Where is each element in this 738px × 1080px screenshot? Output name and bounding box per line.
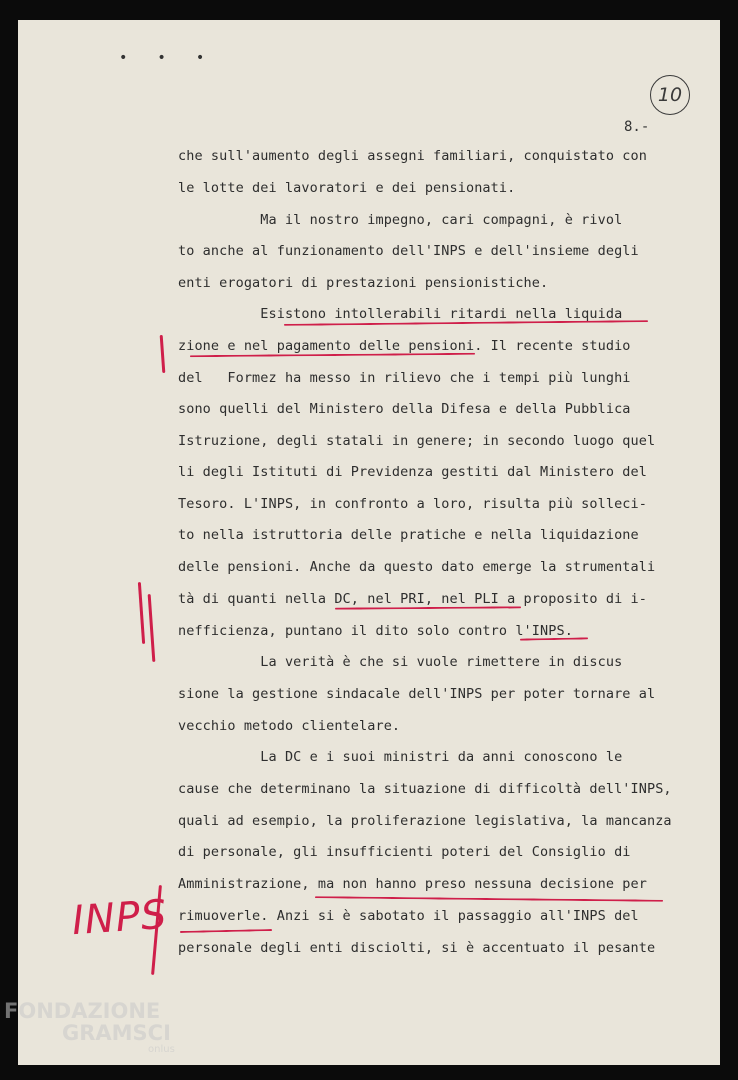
text-line: tà di quanti nella DC, nel PRI, nel PLI a proposito di i- <box>178 591 647 607</box>
text-line: li degli Istituti di Previdenza gestiti dal Ministero del <box>178 464 647 480</box>
text-line: del Formez ha messo in rilievo che i tempi più lunghi <box>178 370 631 386</box>
text-line: cause che determinano la situazione di difficoltà dell'INPS, <box>178 781 672 797</box>
text-line: La verità è che si vuole rimettere in discus <box>178 654 623 670</box>
text-line: to anche al funzionamento dell'INPS e dell'insieme degli <box>178 243 639 259</box>
text-line: di personale, gli insufficienti poteri del Consiglio di <box>178 844 631 860</box>
text-line: quali ad esempio, la proliferazione legislativa, la mancanza <box>178 813 672 829</box>
text-line: le lotte dei lavoratori e dei pensionati. <box>178 180 516 196</box>
text-line: vecchio metodo clientelare. <box>178 718 401 734</box>
text-line: che sull'aumento degli assegni familiari, conquistato con <box>178 148 647 164</box>
text-line: personale degli enti disciolti, si è accentuato il pesante <box>178 940 656 956</box>
text-line: enti erogatori di prestazioni pensionistiche. <box>178 275 549 291</box>
text-line: rimuoverle. Anzi si è sabotato il passaggio all'INPS del <box>178 908 639 924</box>
text-line: delle pensioni. Anche da questo dato emerge la strumentali <box>178 559 656 575</box>
punch-marks: ••• <box>119 50 235 66</box>
text-line: Amministrazione, ma non hanno preso nessuna decisione per <box>178 876 647 892</box>
text-line: sono quelli del Ministero della Difesa e della Pubblica <box>178 401 631 417</box>
text-line: to nella istruttoria delle pratiche e nella liquidazione <box>178 527 639 543</box>
text-line: zione e nel pagamento delle pensioni. Il recente studio <box>178 338 631 354</box>
circled-page-number: 10 <box>650 75 690 115</box>
text-line: sione la gestione sindacale dell'INPS per poter tornare al <box>178 686 656 702</box>
page-number: 8.- <box>624 119 650 135</box>
text-line: La DC e i suoi ministri da anni conoscono le <box>178 749 623 765</box>
handwritten-note: INPS <box>70 891 169 945</box>
text-line: Esistono intollerabili ritardi nella liquida <box>178 306 623 322</box>
watermark-logo: FONDAZIONE GRAMSCI onlus <box>4 999 175 1055</box>
text-line: Tesoro. L'INPS, in confronto a loro, risulta più solleci- <box>178 496 647 512</box>
text-line: Ma il nostro impegno, cari compagni, è rivol <box>178 212 623 228</box>
text-line: nefficienza, puntano il dito solo contro l'INPS. <box>178 623 573 639</box>
text-line: Istruzione, degli statali in genere; in secondo luogo quel <box>178 433 656 449</box>
